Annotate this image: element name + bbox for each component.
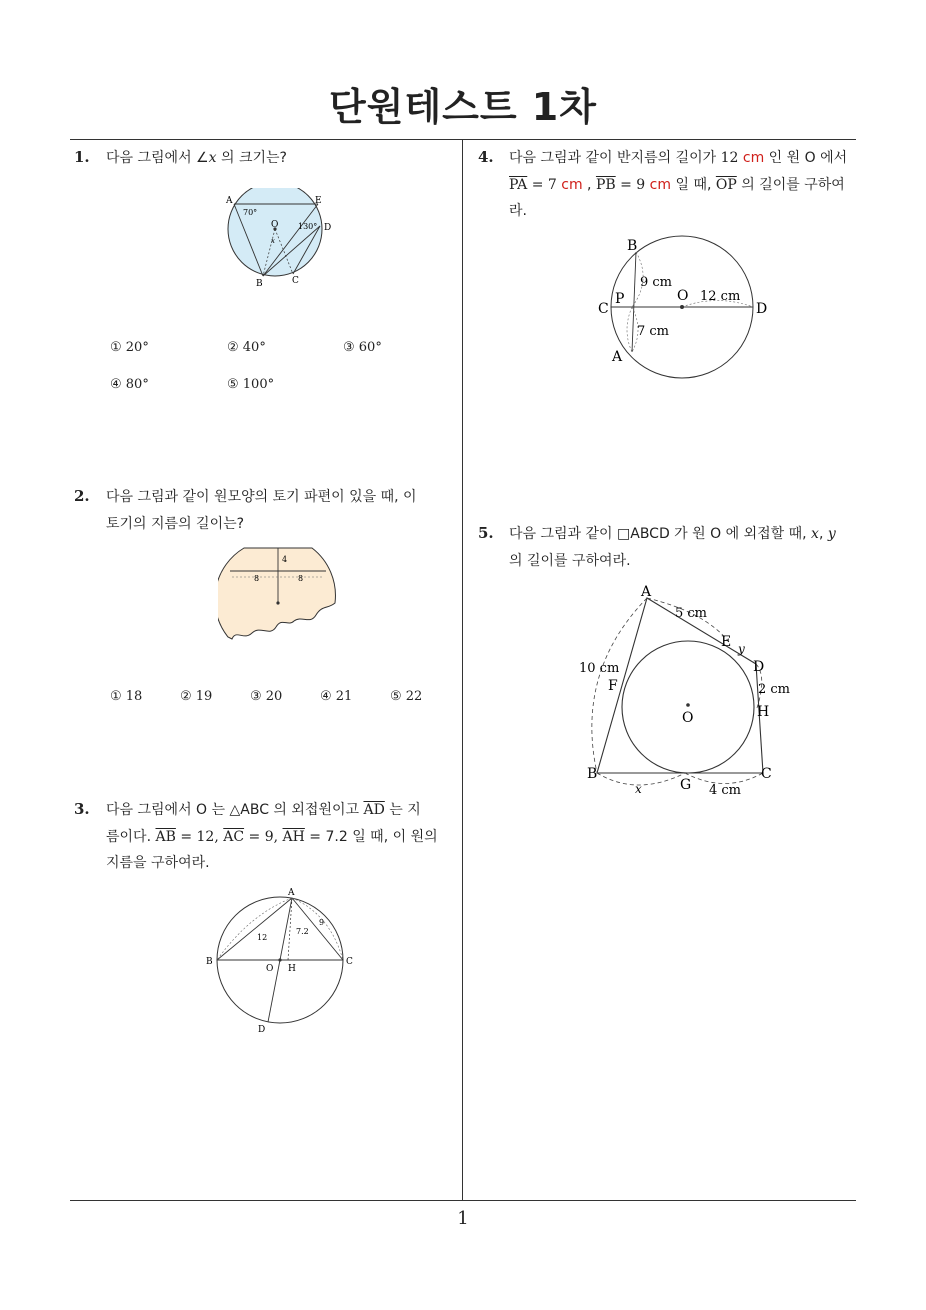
label-b: B — [627, 238, 638, 254]
text-part: 다음 그림과 같이 반지름의 길이가 — [509, 150, 721, 166]
choice-3[interactable]: ③ 20 — [250, 689, 283, 704]
choice-5[interactable]: ⑤ 100° — [227, 377, 275, 392]
choice-3[interactable]: ③ 60° — [343, 340, 382, 355]
text-line: 지름을 구하여라. — [106, 855, 210, 871]
label-b: B — [587, 766, 598, 782]
label-b: B — [206, 957, 213, 967]
label-x: x — [271, 237, 275, 245]
label-o: O — [677, 288, 689, 304]
label-d: D — [258, 1025, 266, 1035]
label-left: 8 — [254, 574, 260, 583]
variable: x — [208, 150, 217, 166]
label-c: C — [761, 766, 772, 782]
text-line — [106, 797, 456, 824]
footer-divider — [70, 1200, 856, 1201]
question-number: 1. — [74, 148, 90, 166]
label-a: A — [226, 196, 233, 206]
label-ac: 9 — [319, 918, 325, 927]
question-text — [509, 145, 859, 225]
label-h: H — [757, 704, 770, 720]
question-text — [106, 484, 417, 537]
question-number: 4. — [478, 148, 494, 166]
label-x: x — [635, 782, 642, 796]
label-pb: 9 cm — [640, 275, 673, 290]
label-right: 8 — [298, 574, 304, 583]
unit: cm — [738, 150, 765, 166]
question-text — [106, 145, 287, 172]
figure-circumscribed-triangle — [200, 884, 360, 1036]
label-b: B — [256, 279, 263, 288]
question-text — [509, 521, 859, 574]
label-d: D — [324, 223, 332, 233]
label-d: D — [756, 301, 768, 317]
label-c: C — [292, 276, 299, 286]
label-p: P — [615, 291, 625, 307]
variable: y — [827, 526, 836, 542]
label-e: E — [315, 196, 322, 206]
label-od: 12 cm — [700, 289, 741, 304]
label-o: O — [266, 964, 274, 974]
text-line: 토기의 지름의 길이는? — [106, 515, 245, 532]
figure-circumscribed-quadrilateral — [575, 582, 795, 802]
text-part: 일 때, — [671, 176, 716, 193]
label-a: A — [288, 888, 295, 898]
label-ae: 5 cm — [675, 606, 708, 621]
column-divider — [462, 139, 463, 1201]
choice-1[interactable]: ① 18 — [110, 689, 143, 704]
page-number: 1 — [457, 1208, 469, 1229]
label-d: D — [753, 659, 765, 675]
text-line: 다음 그림과 같이 원모양의 토기 파편이 있을 때, 이 — [106, 489, 417, 505]
figure-chords-circle — [592, 232, 777, 382]
value: 12 — [720, 150, 739, 166]
label-h: H — [288, 964, 296, 974]
figure-circle-angles — [220, 188, 340, 288]
label-dh: 2 cm — [758, 682, 791, 697]
text-part: 다음 그림에서 O 는 △ABC 의 외접원이고 — [106, 802, 364, 818]
value: = 9, — [244, 828, 283, 845]
label-c: C — [346, 957, 353, 967]
text-part: 다음 그림과 같이 □ABCD 가 원 O 에 외접할 때, — [509, 526, 812, 542]
label-o: O — [271, 220, 279, 230]
choice-5[interactable]: ⑤ 22 — [390, 689, 423, 704]
label-ab: 10 cm — [579, 661, 620, 676]
text-line — [106, 824, 456, 851]
unit: cm — [649, 176, 672, 193]
label-a: A — [612, 349, 623, 365]
label-ab: 12 — [257, 933, 268, 942]
text-part: 인 원 O 에서 — [764, 150, 848, 166]
header-divider — [70, 139, 856, 140]
segment-pb: $\overline{PB}$ — [595, 176, 616, 193]
text-line — [509, 145, 859, 172]
label-pa: 7 cm — [637, 324, 670, 339]
label-ah: 7.2 — [296, 927, 309, 936]
segment-ac: $\overline{AC}$ — [223, 828, 245, 845]
text-part: , — [582, 176, 596, 193]
text-part: 다음 그림에서 ∠ — [106, 150, 209, 166]
choice-1[interactable]: ① 20° — [110, 340, 149, 355]
text-part: 의 크기는? — [216, 150, 287, 166]
angle-130: 130° — [298, 222, 318, 231]
text-line — [509, 172, 859, 199]
figure-pottery-shard — [218, 545, 340, 643]
label-a: A — [641, 584, 652, 600]
segment-ad: $\overline{AD}$ — [363, 802, 385, 818]
label-height: 4 — [282, 555, 288, 564]
text-line: 라. — [509, 203, 527, 219]
text-part: 의 길이를 구하여 — [736, 176, 845, 193]
label-g: G — [680, 777, 692, 793]
choice-4[interactable]: ④ 21 — [320, 689, 353, 704]
text-part: 는 지 — [384, 802, 421, 818]
segment-pa: $\overline{PA}$ — [509, 176, 528, 193]
label-f: F — [608, 678, 618, 694]
text-line: 의 길이를 구하여라. — [509, 552, 631, 569]
question-number: 5. — [478, 524, 494, 542]
label-y: y — [738, 642, 745, 656]
text-part: 름이다. — [106, 828, 156, 845]
question-number: 2. — [74, 487, 90, 505]
label-c: C — [598, 301, 609, 317]
value: = 7 — [527, 176, 562, 193]
angle-70: 70° — [243, 208, 258, 217]
text-part: , — [818, 526, 828, 542]
choice-2[interactable]: ② 40° — [227, 340, 266, 355]
label-gc: 4 cm — [709, 783, 742, 798]
label-e: E — [721, 634, 732, 650]
value: = 12, — [175, 828, 224, 845]
variable: x — [811, 526, 819, 542]
choice-2[interactable]: ② 19 — [180, 689, 213, 704]
text-line — [509, 521, 859, 548]
unit: cm — [561, 176, 583, 193]
question-text — [106, 797, 456, 877]
text-part: = 7.2 일 때, 이 원의 — [304, 828, 438, 845]
choice-4[interactable]: ④ 80° — [110, 377, 149, 392]
label-o: O — [682, 710, 694, 726]
segment-ah: $\overline{AH}$ — [282, 828, 305, 845]
question-number: 3. — [74, 800, 90, 818]
value: = 9 — [615, 176, 650, 193]
page-title: 단원테스트 1차 — [329, 85, 597, 129]
segment-op: $\overline{OP}$ — [715, 176, 737, 193]
segment-ab: $\overline{AB}$ — [155, 828, 176, 845]
